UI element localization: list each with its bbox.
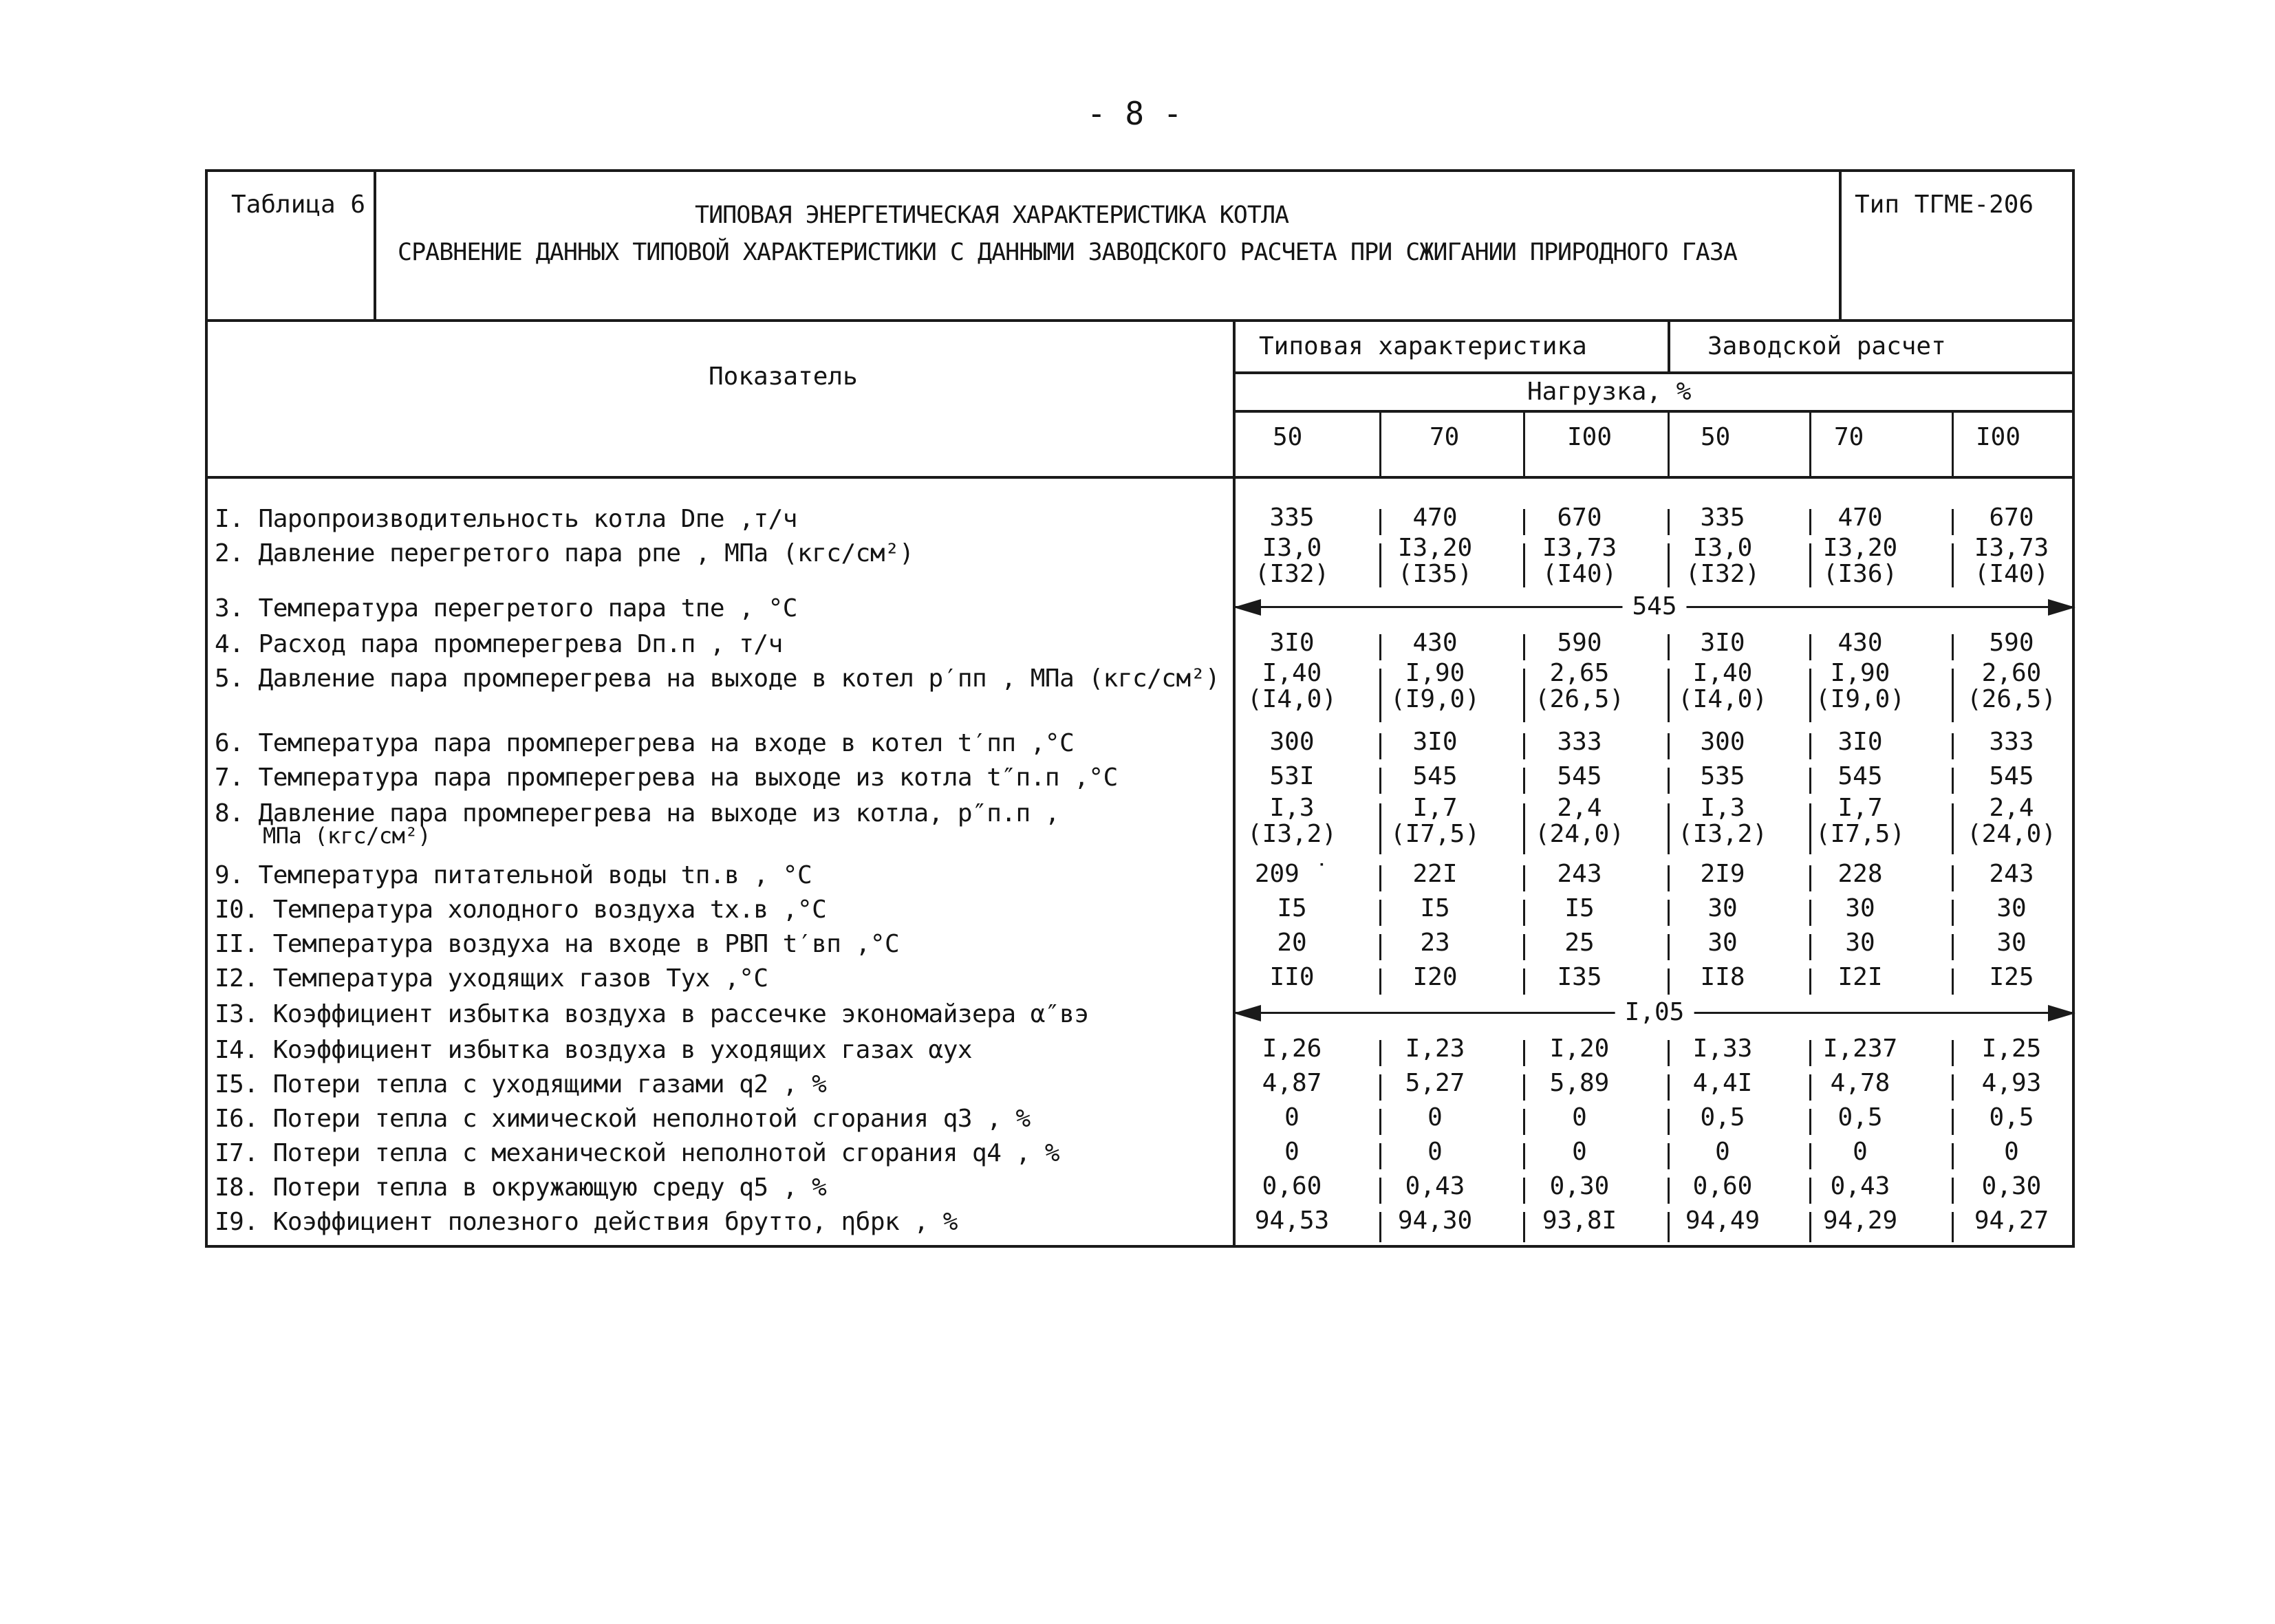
- row-label: 9. Температура питательной воды tп.в , °С: [215, 861, 812, 889]
- cell-value: 0,5: [1700, 1103, 1745, 1132]
- arrow-left-icon: [1233, 1005, 1261, 1021]
- arrow-right-icon: [2048, 599, 2075, 616]
- cell-divider: [1952, 1143, 1954, 1169]
- cell-value: 0,5: [1989, 1103, 2034, 1132]
- cell-value: 335: [1269, 504, 1315, 532]
- cell-value: I,33: [1692, 1035, 1753, 1063]
- cell-value: 3I0: [1837, 728, 1883, 756]
- cell-divider: [1668, 768, 1670, 794]
- row-label: I4. Коэффициент избытка воздуха в уходящих газах αух: [215, 1036, 973, 1064]
- cell-divider: [1523, 1074, 1525, 1101]
- cell-value: I,7 (I7,5): [1390, 794, 1480, 848]
- table-row: [0, 891, 2275, 926]
- cell-value: 228: [1837, 860, 1883, 888]
- cell-divider: [1523, 543, 1525, 587]
- table-row: [0, 1169, 2275, 1204]
- col-divider: [1668, 413, 1670, 477]
- col-divider: [1952, 413, 1954, 477]
- cell-value: I3,20 (I36): [1822, 534, 1898, 588]
- cell-divider: [1809, 803, 1811, 854]
- table-row: [0, 725, 2275, 759]
- row-label: 7. Температура пара промперегрева на выходе из котла t″п.п ,°С: [215, 764, 1118, 792]
- cell-divider: [1809, 900, 1811, 926]
- cell-divider: [1379, 934, 1381, 960]
- cell-value: 545: [1837, 762, 1883, 790]
- cell-value: 93,8I: [1542, 1206, 1617, 1235]
- table-row: [0, 1066, 2275, 1101]
- cell-value: 94,53: [1254, 1206, 1330, 1235]
- cell-value: I,3 (I3,2): [1247, 794, 1337, 848]
- cell-value: 4,87: [1262, 1069, 1322, 1097]
- row-label: 2. Давление перегретого пара pпе , МПа (кгс/см²): [215, 539, 914, 567]
- cell-value: 30: [1996, 894, 2027, 922]
- cell-divider: [1809, 1212, 1811, 1242]
- cell-value: 0: [1572, 1103, 1587, 1132]
- cell-value: 25: [1564, 929, 1595, 957]
- cell-value: 4,78: [1830, 1069, 1890, 1097]
- cell-value: 470: [1837, 504, 1883, 532]
- cell-divider: [1523, 1040, 1525, 1066]
- arrow-right-icon: [2048, 1005, 2075, 1021]
- span-value: 545: [1622, 593, 1686, 620]
- header-divider-left: [374, 169, 376, 322]
- cell-value: I,25: [1981, 1035, 2042, 1063]
- col-divider: [1379, 413, 1381, 477]
- cell-divider: [1952, 768, 1954, 794]
- cell-divider: [1523, 1109, 1525, 1135]
- cell-divider: [1379, 733, 1381, 759]
- cell-value: I3,0 (I32): [1685, 534, 1760, 588]
- cell-divider: [1379, 669, 1381, 722]
- table-row: [0, 534, 2275, 588]
- cell-value: 545: [1557, 762, 1602, 790]
- cell-divider: [1668, 803, 1670, 854]
- table-title-line2: СРАВНЕНИЕ ДАННЫХ ТИПОВОЙ ХАРАКТЕРИСТИКИ С ДАННЫМИ ЗАВОДСКОГО РАСЧЕТА ПРИ СЖИГАНИИ ПРИРОДНОГО ГАЗА: [398, 239, 1737, 266]
- cell-value: 300: [1700, 728, 1745, 756]
- cell-value: 300: [1269, 728, 1315, 756]
- cell-value: 0: [1427, 1138, 1443, 1166]
- cell-divider: [1668, 1074, 1670, 1101]
- cell-divider: [1379, 803, 1381, 854]
- page-number: - 8 -: [1087, 95, 1183, 132]
- cell-divider: [1379, 509, 1381, 535]
- cell-divider: [1523, 733, 1525, 759]
- cell-divider: [1809, 669, 1811, 722]
- cell-value: I,40 (I4,0): [1247, 659, 1337, 713]
- cell-divider: [1523, 509, 1525, 535]
- load-header-rule: [1233, 410, 2075, 413]
- cell-divider: [1523, 1178, 1525, 1204]
- row-label: I. Паропроизводительность котла Dпе ,т/ч: [215, 505, 797, 533]
- cell-divider: [1668, 1143, 1670, 1169]
- cell-value: 2,65 (26,5): [1534, 659, 1625, 713]
- cell-value: 94,30: [1397, 1206, 1473, 1235]
- cell-value: I,7 (I7,5): [1815, 794, 1906, 848]
- cell-value: 94,49: [1685, 1206, 1760, 1235]
- cell-value: 0: [1284, 1103, 1300, 1132]
- table-row: [0, 794, 2275, 849]
- span-arrow: [1235, 593, 2074, 620]
- cell-value: 4,4I: [1692, 1069, 1753, 1097]
- cell-value: 30: [1996, 929, 2027, 957]
- cell-value: I,26: [1262, 1035, 1322, 1063]
- cell-value: 5,27: [1405, 1069, 1465, 1097]
- cell-value: 0,43: [1405, 1172, 1465, 1200]
- column-header-bottom-rule: [205, 476, 2075, 479]
- cell-divider: [1379, 1074, 1381, 1101]
- cell-value: 0,43: [1830, 1172, 1890, 1200]
- cell-value: I2I: [1837, 963, 1883, 991]
- cell-value: 0,60: [1692, 1172, 1753, 1200]
- cell-divider: [1809, 543, 1811, 587]
- cell-divider: [1952, 669, 1954, 722]
- cell-value: I,3 (I3,2): [1677, 794, 1768, 848]
- table-row: [0, 626, 2275, 660]
- cell-divider: [1668, 543, 1670, 587]
- table-row: [0, 1032, 2275, 1066]
- row-label: I2. Температура уходящих газов Tух ,°С: [215, 964, 768, 993]
- load-50-factory: 50: [1701, 423, 1731, 451]
- cell-divider: [1379, 1178, 1381, 1204]
- cell-divider: [1668, 733, 1670, 759]
- cell-value: 4,93: [1981, 1069, 2042, 1097]
- cell-divider: [1668, 934, 1670, 960]
- cell-divider: [1809, 768, 1811, 794]
- typical-header: Типовая характеристика: [1259, 332, 1587, 360]
- cell-value: 333: [1989, 728, 2034, 756]
- cell-value: 0,60: [1262, 1172, 1322, 1200]
- cell-value: 243: [1557, 860, 1602, 888]
- cell-divider: [1379, 900, 1381, 926]
- span-value: I,05: [1615, 999, 1694, 1026]
- cell-value: 0: [1853, 1138, 1868, 1166]
- load-100-factory: I00: [1976, 423, 2021, 451]
- load-70-factory: 70: [1834, 423, 1864, 451]
- cell-divider: [1379, 865, 1381, 891]
- cell-value: 545: [1412, 762, 1458, 790]
- cell-divider: [1668, 1040, 1670, 1066]
- load-70-typical: 70: [1430, 423, 1460, 451]
- table-row: [0, 996, 2275, 1030]
- cell-divider: [1952, 509, 1954, 535]
- cell-value: 0: [2004, 1138, 2019, 1166]
- cell-value: 590: [1989, 629, 2034, 657]
- cell-value: 2,4 (24,0): [1966, 794, 2057, 848]
- table-row: [0, 659, 2275, 713]
- cell-value: 670: [1989, 504, 2034, 532]
- cell-value: 535: [1700, 762, 1745, 790]
- cell-value: I,237: [1822, 1035, 1898, 1063]
- cell-value: 20: [1277, 929, 1307, 957]
- row-label: I6. Потери тепла с химической неполнотой сгорания q3 , %: [215, 1105, 1031, 1133]
- cell-value: II8: [1700, 963, 1745, 991]
- cell-divider: [1668, 1109, 1670, 1135]
- cell-value: I5: [1564, 894, 1595, 922]
- cell-value: 470: [1412, 504, 1458, 532]
- cell-divider: [1809, 1109, 1811, 1135]
- row-label: II. Температура воздуха на входе в РВП t′вп ,°С: [215, 930, 900, 958]
- cell-divider: [1523, 634, 1525, 660]
- cell-value: 545: [1989, 762, 2034, 790]
- row-label: I3. Коэффициент избытка воздуха в рассечке экономайзера α″вэ: [215, 1000, 1089, 1028]
- cell-divider: [1379, 543, 1381, 587]
- row-label: 6. Температура пара промперегрева на входе в котел t′пп ,°С: [215, 729, 1075, 757]
- cell-divider: [1668, 634, 1670, 660]
- cell-value: 2,4 (24,0): [1534, 794, 1625, 848]
- span-arrow: [1235, 999, 2074, 1026]
- row-label: I8. Потери тепла в окружающую среду q5 , %: [215, 1173, 827, 1202]
- cell-divider: [1952, 1109, 1954, 1135]
- cell-value: 243: [1989, 860, 2034, 888]
- cell-value: I25: [1989, 963, 2034, 991]
- cell-divider: [1668, 900, 1670, 926]
- cell-value: 0: [1715, 1138, 1730, 1166]
- load-50-typical: 50: [1273, 423, 1303, 451]
- cell-divider: [1668, 968, 1670, 995]
- cell-divider: [1952, 900, 1954, 926]
- cell-divider: [1523, 968, 1525, 995]
- cell-value: 2,60 (26,5): [1966, 659, 2057, 713]
- cell-value: 0,5: [1837, 1103, 1883, 1132]
- cell-value: 3I0: [1269, 629, 1315, 657]
- cell-value: 333: [1557, 728, 1602, 756]
- cell-divider: [1379, 1212, 1381, 1242]
- cell-divider: [1809, 934, 1811, 960]
- row-label: 3. Температура перегретого пара tпе , °С: [215, 594, 797, 622]
- cell-divider: [1809, 1178, 1811, 1204]
- row-label: I9. Коэффициент полезного действия брутто, ηбрк , %: [215, 1208, 958, 1236]
- cell-value: 53I: [1269, 762, 1315, 790]
- arrow-left-icon: [1233, 599, 1261, 616]
- cell-value: 23: [1420, 929, 1450, 957]
- factory-header: Заводской расчет: [1707, 332, 1946, 360]
- cell-divider: [1523, 1212, 1525, 1242]
- group-header-rule: [1233, 371, 2075, 374]
- cell-divider: [1809, 968, 1811, 995]
- row-label: 8. Давление пара промперегрева на выходе из котла, p″п.п ,: [215, 799, 1060, 827]
- cell-value: 30: [1707, 929, 1738, 957]
- cell-value: 335: [1700, 504, 1745, 532]
- cell-value: 0,30: [1981, 1172, 2042, 1200]
- cell-value: I5: [1277, 894, 1307, 922]
- cell-divider: [1668, 509, 1670, 535]
- table-row: [0, 857, 2275, 891]
- cell-value: 209 ˙: [1254, 860, 1330, 888]
- cell-value: 0: [1572, 1138, 1587, 1166]
- cell-divider: [1809, 634, 1811, 660]
- row-label: 4. Расход пара промперегрева Dп.п , т/ч: [215, 630, 783, 658]
- table-row: [0, 1101, 2275, 1135]
- header-bottom-rule: [205, 319, 2075, 322]
- cell-divider: [1952, 733, 1954, 759]
- cell-divider: [1809, 865, 1811, 891]
- cell-value: 3I0: [1412, 728, 1458, 756]
- cell-value: I3,20 (I35): [1397, 534, 1473, 588]
- col-divider: [1809, 413, 1811, 477]
- cell-value: 94,27: [1974, 1206, 2049, 1235]
- cell-value: I20: [1412, 963, 1458, 991]
- cell-divider: [1523, 934, 1525, 960]
- cell-value: I,90 (I9,0): [1815, 659, 1906, 713]
- cell-divider: [1379, 768, 1381, 794]
- cell-value: 30: [1845, 894, 1875, 922]
- cell-divider: [1952, 543, 1954, 587]
- cell-divider: [1952, 968, 1954, 995]
- table-row: [0, 1204, 2275, 1238]
- cell-value: 670: [1557, 504, 1602, 532]
- cell-value: 2I9: [1700, 860, 1745, 888]
- cell-divider: [1379, 968, 1381, 995]
- cell-divider: [1952, 1040, 1954, 1066]
- cell-divider: [1809, 1074, 1811, 1101]
- cell-divider: [1379, 1109, 1381, 1135]
- table-row: [0, 501, 2275, 535]
- cell-divider: [1952, 634, 1954, 660]
- table-row: [0, 759, 2275, 794]
- cell-value: 3I0: [1700, 629, 1745, 657]
- header-divider-right: [1839, 169, 1842, 322]
- table-row: [0, 960, 2275, 995]
- cell-divider: [1668, 865, 1670, 891]
- cell-value: I3,73 (I40): [1542, 534, 1617, 588]
- cell-value: 30: [1707, 894, 1738, 922]
- load-header: Нагрузка, %: [1527, 378, 1692, 406]
- cell-value: 30: [1845, 929, 1875, 957]
- cell-value: 430: [1837, 629, 1883, 657]
- cell-divider: [1523, 669, 1525, 722]
- boiler-type: Тип ТГМЕ-206: [1855, 191, 2034, 219]
- cell-value: I,23: [1405, 1035, 1465, 1063]
- row-label: I0. Температура холодного воздуха tх.в ,°С: [215, 896, 827, 924]
- cell-value: 5,89: [1549, 1069, 1610, 1097]
- cell-value: 0: [1284, 1138, 1300, 1166]
- cell-divider: [1379, 634, 1381, 660]
- table-row: [0, 1135, 2275, 1169]
- cell-divider: [1809, 1040, 1811, 1066]
- column-divider-group: [1668, 322, 1670, 374]
- row-label: 5. Давление пара промперегрева на выходе в котел p′пп , МПа (кгс/см²): [215, 664, 1220, 693]
- table-title-line1: ТИПОВАЯ ЭНЕРГЕТИЧЕСКАЯ ХАРАКТЕРИСТИКА КОТЛА: [695, 202, 1289, 229]
- table-row: [0, 590, 2275, 625]
- cell-divider: [1809, 733, 1811, 759]
- cell-divider: [1668, 1212, 1670, 1242]
- table-row: [0, 926, 2275, 960]
- cell-value: 430: [1412, 629, 1458, 657]
- cell-value: I,20: [1549, 1035, 1610, 1063]
- cell-value: 0,30: [1549, 1172, 1610, 1200]
- cell-value: II0: [1269, 963, 1315, 991]
- row-label-continuation: МПа (кгс/см²): [263, 823, 431, 849]
- cell-divider: [1952, 1212, 1954, 1242]
- col-divider: [1523, 413, 1525, 477]
- cell-value: 94,29: [1822, 1206, 1898, 1235]
- cell-divider: [1668, 669, 1670, 722]
- cell-value: I5: [1420, 894, 1450, 922]
- cell-divider: [1523, 803, 1525, 854]
- cell-divider: [1379, 1143, 1381, 1169]
- cell-divider: [1952, 865, 1954, 891]
- cell-divider: [1523, 1143, 1525, 1169]
- table-label: Таблица 6: [231, 191, 366, 219]
- cell-divider: [1523, 900, 1525, 926]
- cell-divider: [1952, 1178, 1954, 1204]
- row-label: I5. Потери тепла с уходящими газами q2 , %: [215, 1070, 827, 1098]
- cell-divider: [1379, 1040, 1381, 1066]
- cell-value: I35: [1557, 963, 1602, 991]
- cell-value: 0: [1427, 1103, 1443, 1132]
- cell-value: I3,0 (I32): [1254, 534, 1330, 588]
- cell-divider: [1523, 768, 1525, 794]
- cell-value: I3,73 (I40): [1974, 534, 2049, 588]
- cell-divider: [1809, 1143, 1811, 1169]
- cell-value: 590: [1557, 629, 1602, 657]
- row-label: I7. Потери тепла с механической неполнотой сгорания q4 , %: [215, 1139, 1060, 1167]
- cell-divider: [1523, 865, 1525, 891]
- cell-divider: [1952, 934, 1954, 960]
- cell-divider: [1952, 803, 1954, 854]
- indicator-header: Показатель: [709, 362, 858, 391]
- cell-value: 22I: [1412, 860, 1458, 888]
- load-100-typical: I00: [1567, 423, 1613, 451]
- cell-divider: [1668, 1178, 1670, 1204]
- cell-divider: [1952, 1074, 1954, 1101]
- cell-divider: [1809, 509, 1811, 535]
- cell-value: I,90 (I9,0): [1390, 659, 1480, 713]
- cell-value: I,40 (I4,0): [1677, 659, 1768, 713]
